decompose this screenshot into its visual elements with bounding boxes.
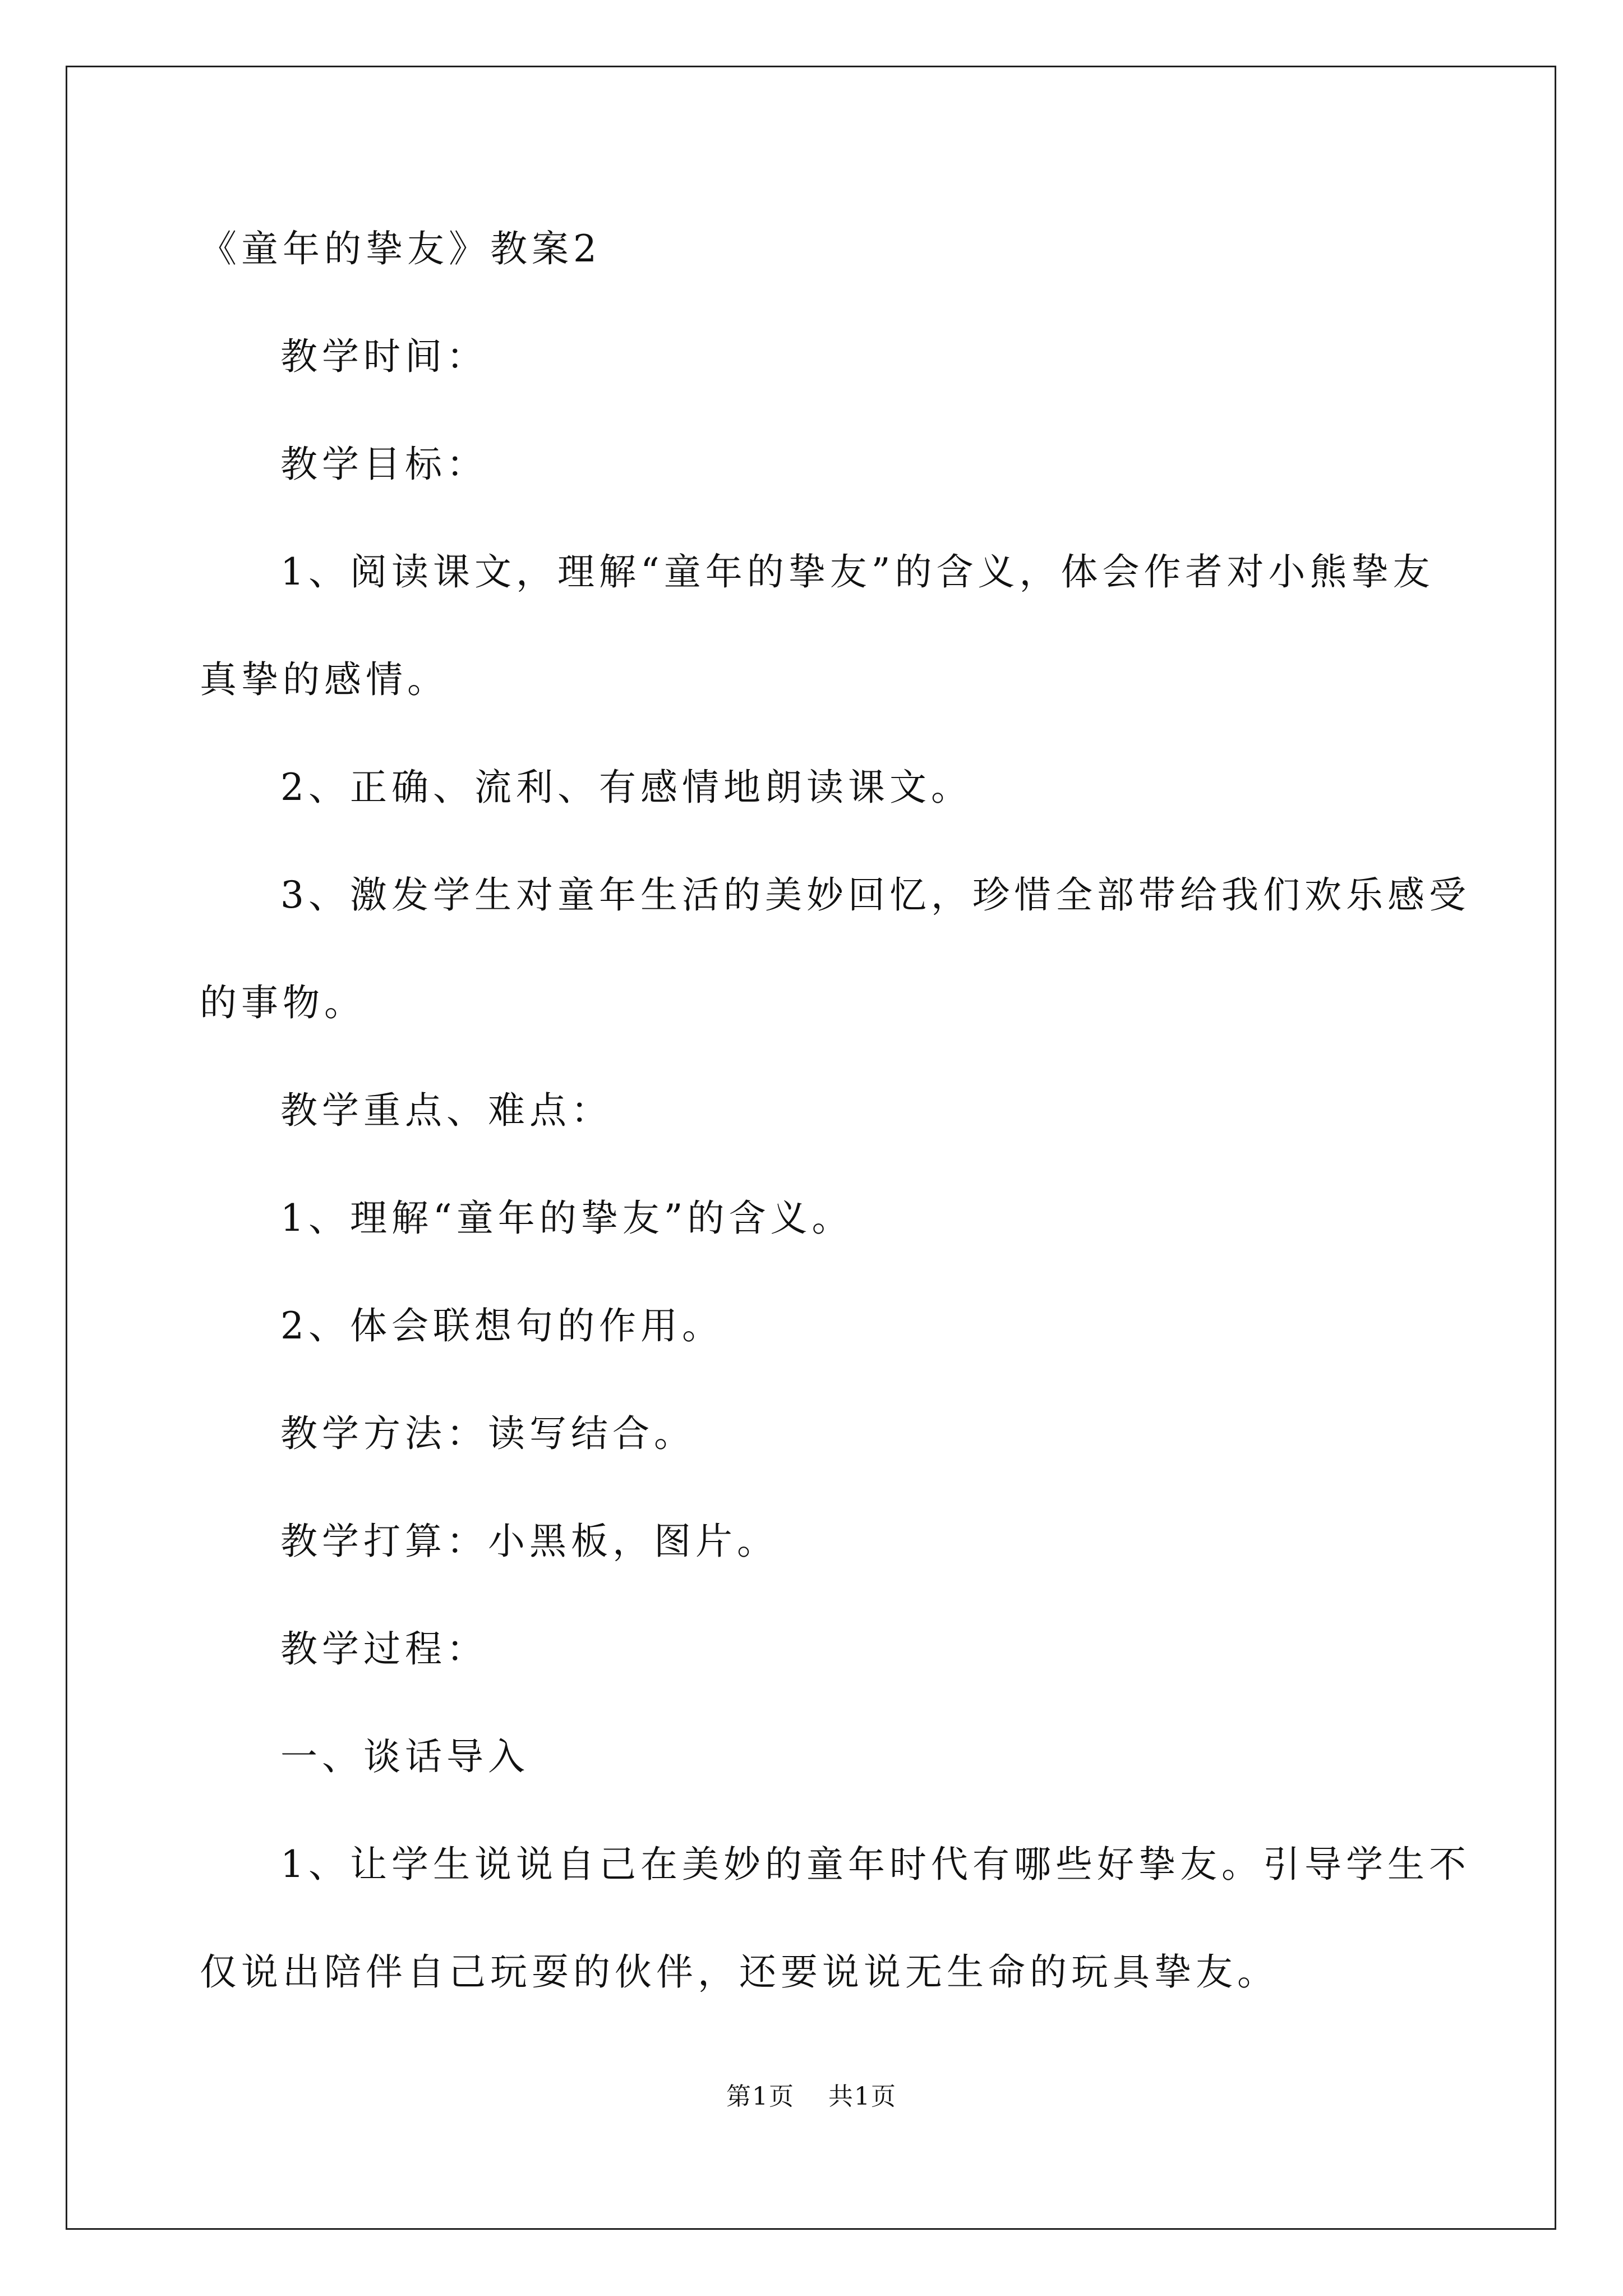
paragraph: 教学重点、难点：: [280, 1089, 612, 1132]
page-border: [66, 66, 1556, 2230]
paragraph: 2、体会联想句的作用。: [280, 1304, 723, 1347]
paragraph: 1、理解“童年的挚友”的含义。: [280, 1197, 854, 1240]
paragraph: 教学目标：: [280, 443, 488, 486]
page-total: 共1页: [828, 2082, 897, 2111]
paragraph-continuation: 真挚的感情。: [200, 658, 449, 701]
paragraph: 1、阅读课文，理解“童年的挚友”的含义，体会作者对小熊挚友: [280, 550, 1435, 593]
paragraph: 教学过程：: [280, 1627, 488, 1671]
paragraph: 教学时间：: [280, 335, 488, 378]
page-number: 第1页: [726, 2082, 795, 2111]
paragraph: 一、谈话导入: [280, 1735, 529, 1778]
page-footer: [0, 2081, 1623, 2113]
paragraph: 教学方法：读写结合。: [280, 1412, 695, 1455]
paragraph: 2、正确、流利、有感情地朗读课文。: [280, 766, 972, 809]
paragraph-continuation: 仅说出陪伴自己玩耍的伙伴，还要说说无生命的玩具挚友。: [200, 1950, 1279, 1994]
document-title: 《童年的挚友》教案2: [200, 227, 601, 270]
paragraph: 1、让学生说说自己在美妙的童年时代有哪些好挚友。引导学生不: [280, 1843, 1470, 1886]
paragraph: 3、激发学生对童年生活的美妙回忆，珍惜全部带给我们欢乐感受: [280, 873, 1470, 917]
paragraph-continuation: 的事物。: [200, 981, 366, 1024]
paragraph: 教学打算：小黑板，图片。: [280, 1520, 778, 1563]
